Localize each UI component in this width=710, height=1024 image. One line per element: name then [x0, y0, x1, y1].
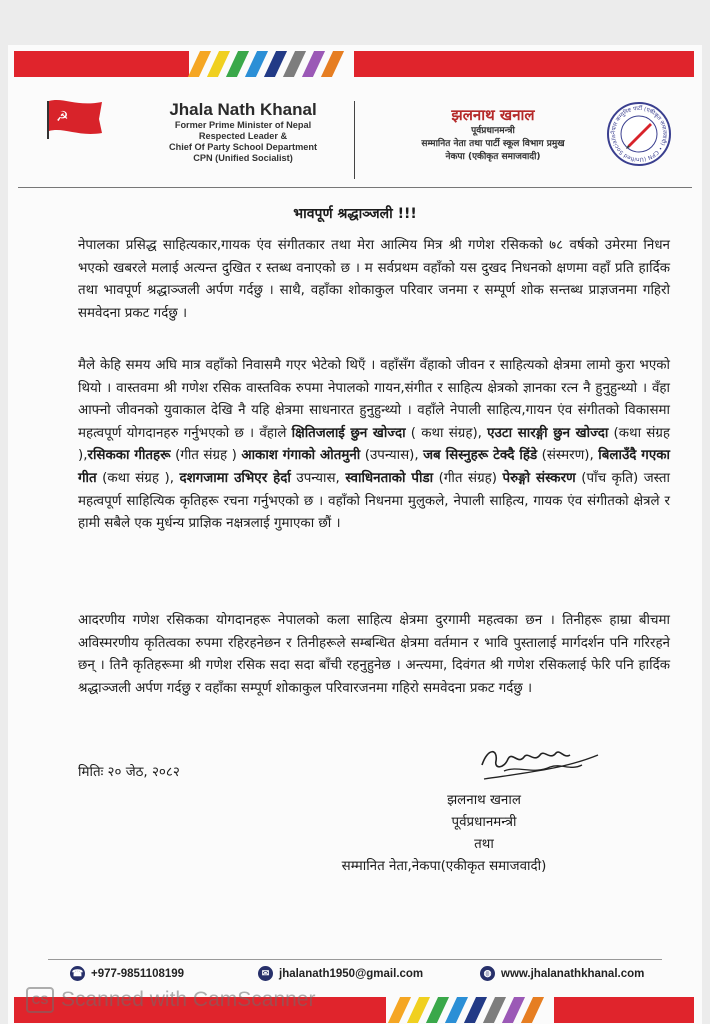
footer-email: ✉ jhalanath1950@gmail.com: [258, 966, 423, 981]
signatory-conjunction: तथा: [474, 837, 494, 852]
scanner-watermark: [26, 987, 315, 1013]
english-title-line: Respected Leader &: [198, 131, 288, 141]
paragraph-3: आदरणीय गणेश रसिकका योगदानहरू नेपालको कला साहित्य क्षेत्रमा दुरगामी महत्वका छन । तिनीहरू हाम्रा बीचमा अविस्मरणीय कृतित्वका रुपमा रहिरहनेछन र तिनीहरूले सम्बन्धित क्षेत्रमा वर्तमान र भावि पुस्तालाई मार्गदर्शन पनि गरिरहने छन् । तिनै कृतिहरूमा श्री गणेश रसिक सदा सदा बाँची रहनुहुनेछ । अन्त्यमा, दिवंगत श्री गणेश रसिकलाई फेरि पनि हार्दिक श्रद्धाञ्जली अर्पण गर्दछु र वहाँका सम्पूर्ण शोकाकुल परिवारजनमा गहिरो समवेदना प्रकट गर्दछु ।: [78, 613, 670, 696]
handwritten-signature: [474, 735, 604, 783]
signatory-role: सम्मानित नेता,नेकपा(एकीकृत समाजवादी): [341, 859, 547, 874]
email-icon: ✉: [258, 966, 273, 981]
english-name: Jhala Nath Khanal: [169, 100, 317, 119]
party-flag-icon: [44, 97, 106, 141]
band-stripe: [521, 997, 544, 1023]
paragraph-2: मैले केहि समय अघि मात्र वहाँको निवासमै गएर भेटेको थिएँ । वहाँसँग वँहाको जीवन र साहित्यको क्षेत्रमा लामो कुरा भएको थियो । वास्तवमा श्री गणेश रसिक वास्तविक रुपमा नेपालको गायन,संगीत र साहित्य क्षेत्रको ज्ञानका रत्न नै हुनुहुन्थ्यो । वँहा आफ्नो जीवनको युवाकाल देखि नै यहि क्षेत्रमा साधनारत हुनुहुन्थ्यो । वहाँले नेपाली साहित्य,गायन एंव संगीतको विकासमा महत्वपूर्ण योगदानहरु गर्नुभएको छ । वँहाले क्षितिजलाई छुन खोज्दा ( कथा संग्रह), एउटा सारङ्गी छुन खोज्दा (कथा संग्रह ),रसिकका गीतहरू (गीत संग्रह ) आकाश गंगाको ओतमुनी (उपन्यास), जब सिस्नुहरू टेक्दै हिंडे (संस्मरण), बिलाउँदै गएका गीत (कथा संग्रह ), दशगजामा उभिएर हेर्दा उपन्यास, स्वाधिनताको पीडा (गीत संग्रह) पेरुङ्गो संस्करण (पाँच कृति) जस्ता महत्वपूर्ण साहित्यिक कृतिहरू रचना गर्नुभएको छ । वहाँको निधनमा मुलुकले, नेपाली साहित्य, गायक एंव संगीतको क्षेत्रले र हामी सबैले एक मुर्धन्य प्राज्ञिक नक्षत्रलाई गुमाएका छौं ।: [78, 358, 670, 532]
footer-website: ◍ www.jhalanathkhanal.com: [480, 966, 644, 981]
letter-title: भावपूर्ण श्रद्धाञ्जली !!!: [293, 206, 417, 222]
english-title-line: CPN (Unified Socialist): [193, 153, 293, 163]
signatory-title: पूर्वप्रधानमन्त्री: [451, 815, 517, 830]
camscanner-logo-icon: CS: [26, 987, 54, 1013]
footer-phone: ☎ +977-9851108199: [71, 967, 185, 980]
english-title-line: Chief Of Party School Department: [168, 142, 318, 152]
footer-rule: [48, 959, 662, 960]
nepali-letterhead: [378, 105, 608, 164]
party-seal-icon: [606, 101, 672, 167]
nepali-title-line: नेकपा (एकीकृत समाजवादी): [445, 152, 541, 162]
nepali-title-line: पूर्वप्रधानमन्त्री: [471, 126, 515, 136]
header-divider: [354, 101, 355, 179]
letter-page: [8, 45, 702, 1024]
top-color-band: [14, 51, 694, 77]
english-letterhead: [143, 100, 343, 164]
signature-block: [341, 790, 604, 878]
letter-date: मितिः २० जेठ, २०८२: [78, 765, 180, 780]
band-stripe: [321, 51, 344, 77]
nepali-title-line: सम्मानित नेता तथा पार्टी स्कूल विभाग प्रमुख: [421, 139, 565, 149]
watermark-text: Scanned with CamScanner: [61, 988, 316, 1011]
signatory-name: झलनाथ खनाल: [447, 793, 521, 808]
english-title-line: Former Prime Minister of Nepal: [174, 120, 312, 130]
header-rule: [18, 187, 692, 188]
globe-icon: ◍: [480, 966, 495, 981]
nepali-name: झलनाथ खनाल: [451, 106, 535, 124]
phone-icon: ☎: [70, 966, 85, 981]
svg-text:☭: ☭: [56, 109, 69, 125]
paragraph-1: नेपालका प्रसिद्ध साहित्यकार,गायक एंव संगीतकार तथा मेरा आत्मिय मित्र श्री गणेश रसिकको ७८ वर्षको उमेरमा निधन भएको खबरले मलाई अत्यन्त दुखित र स्तब्ध वनाएको छ । म सर्वप्रथम वहाँको यस दुखद निधनको क्षणमा वहाँ प्रति हार्दिक तथा भावपूर्ण श्रद्धाञ्जली अर्पण गर्दछु । साथै, वहाँका शोकाकुल परिवार जनमा र सम्पूर्ण शोक सन्तब्ध प्राज्ञजनमा गहिरो समवेदना प्रकट गर्दछु ।: [78, 238, 670, 321]
svg-text:नेपाल कम्युनिष्ट पार्टी (एकीकृ: नेपाल कम्युनिष्ट पार्टी (एकीकृत समाजवादी) • CPN (Unified Socialis: [610, 105, 668, 163]
